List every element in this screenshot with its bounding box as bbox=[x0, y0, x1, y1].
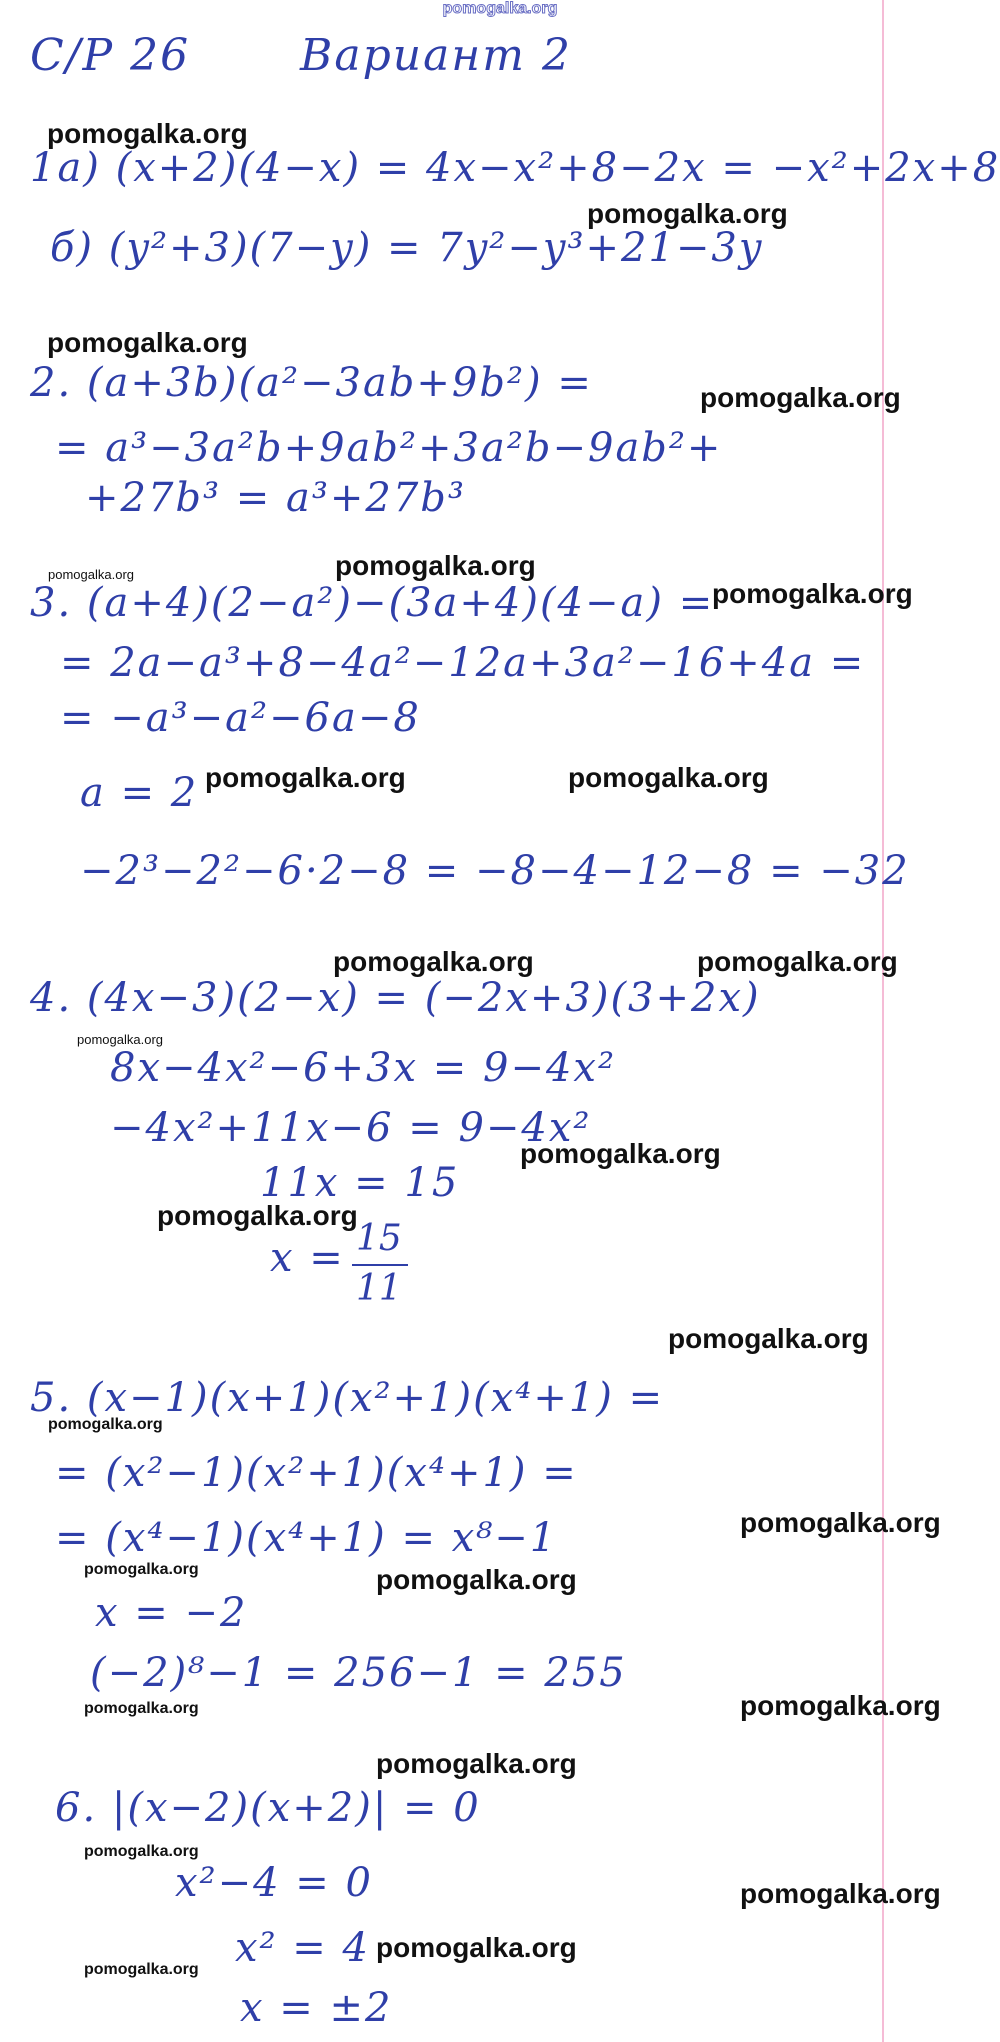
watermark: pomogalka.org bbox=[587, 198, 788, 229]
task6-line4: x = ±2 bbox=[240, 1985, 393, 2031]
task5-line4: x = −2 bbox=[95, 1590, 248, 1636]
watermark: pomogalka.org bbox=[568, 762, 769, 793]
task1-a: 1а) (x+2)(4−x) = 4x−x²+8−2x = −x²+2x+8 bbox=[30, 145, 1000, 191]
task4-line4: 11x = 15 bbox=[260, 1160, 460, 1206]
task4-numerator: 15 bbox=[356, 1218, 402, 1259]
task4-line2: 8x−4x²−6+3x = 9−4x² bbox=[110, 1045, 617, 1091]
task5-line3: = (x⁴−1)(x⁴+1) = x⁸−1 bbox=[55, 1515, 558, 1561]
watermark: pomogalka.org bbox=[697, 946, 898, 977]
watermark: pomogalka.org bbox=[700, 382, 901, 413]
watermark: pomogalka.org bbox=[712, 578, 913, 609]
watermark: pomogalka.org bbox=[205, 762, 406, 793]
watermark: pomogalka.org bbox=[47, 327, 248, 358]
watermark: pomogalka.org bbox=[668, 1323, 869, 1354]
task4-line1: 4. (4x−3)(2−x) = (−2x+3)(3+2x) bbox=[30, 975, 761, 1021]
task5-line5: (−2)⁸−1 = 256−1 = 255 bbox=[90, 1650, 627, 1696]
task6-line1: 6. |(x−2)(x+2)| = 0 bbox=[55, 1785, 481, 1831]
watermark: pomogalka.org bbox=[335, 550, 536, 581]
task2-line1: 2. (a+3b)(a²−3ab+9b²) = bbox=[30, 360, 593, 406]
watermark: pomogalka.org bbox=[77, 1032, 163, 1047]
watermark: pomogalka.org bbox=[376, 1564, 577, 1595]
watermark: pomogalka.org bbox=[376, 1748, 577, 1779]
task6-line3: x² = 4 bbox=[235, 1925, 370, 1971]
watermark: pomogalka.org bbox=[333, 946, 534, 977]
watermark: pomogalka.org bbox=[84, 1561, 199, 1578]
task2-line3: +27b³ = a³+27b³ bbox=[85, 475, 466, 521]
watermark: pomogalka.org bbox=[520, 1138, 721, 1169]
task1-b: б) (y²+3)(7−y) = 7y²−y³+21−3y bbox=[50, 225, 764, 271]
task3-line1: 3. (a+4)(2−a²)−(3a+4)(4−a) = bbox=[30, 580, 715, 626]
task2-line2: = a³−3a²b+9ab²+3a²b−9ab²+ bbox=[55, 425, 723, 471]
task5-line1: 5. (x−1)(x+1)(x²+1)(x⁴+1) = bbox=[30, 1375, 665, 1421]
site-header-watermark: pomogalka.org bbox=[442, 0, 558, 17]
task5-line2: = (x²−1)(x²+1)(x⁴+1) = bbox=[55, 1450, 578, 1496]
task4-fraction bbox=[352, 1218, 412, 1318]
work-title: С/Р 26 bbox=[30, 30, 191, 81]
task4-denominator: 11 bbox=[356, 1268, 402, 1309]
watermark: pomogalka.org bbox=[48, 1416, 163, 1433]
margin-line bbox=[882, 0, 884, 2042]
watermark: pomogalka.org bbox=[740, 1507, 941, 1538]
task4-line3: −4x²+11x−6 = 9−4x² bbox=[110, 1105, 592, 1151]
fraction-bar bbox=[352, 1264, 408, 1266]
task3-line2: = 2a−a³+8−4a²−12a+3a²−16+4a = bbox=[60, 640, 866, 686]
watermark: pomogalka.org bbox=[47, 118, 248, 149]
watermark: pomogalka.org bbox=[157, 1200, 358, 1231]
watermark: pomogalka.org bbox=[740, 1878, 941, 1909]
watermark: pomogalka.org bbox=[84, 1843, 199, 1860]
watermark: pomogalka.org bbox=[48, 567, 134, 582]
watermark: pomogalka.org bbox=[84, 1961, 199, 1978]
task3-line3: = −a³−a²−6a−8 bbox=[60, 695, 421, 741]
task4-line5: x = bbox=[270, 1235, 345, 1281]
watermark: pomogalka.org bbox=[376, 1932, 577, 1963]
variant-title: Вариант 2 bbox=[300, 30, 572, 81]
task6-line2: x²−4 = 0 bbox=[175, 1860, 373, 1906]
task3-line5: −2³−2²−6·2−8 = −8−4−12−8 = −32 bbox=[80, 848, 910, 894]
task3-line4: a = 2 bbox=[80, 770, 199, 816]
watermark: pomogalka.org bbox=[84, 1700, 199, 1717]
watermark: pomogalka.org bbox=[740, 1690, 941, 1721]
